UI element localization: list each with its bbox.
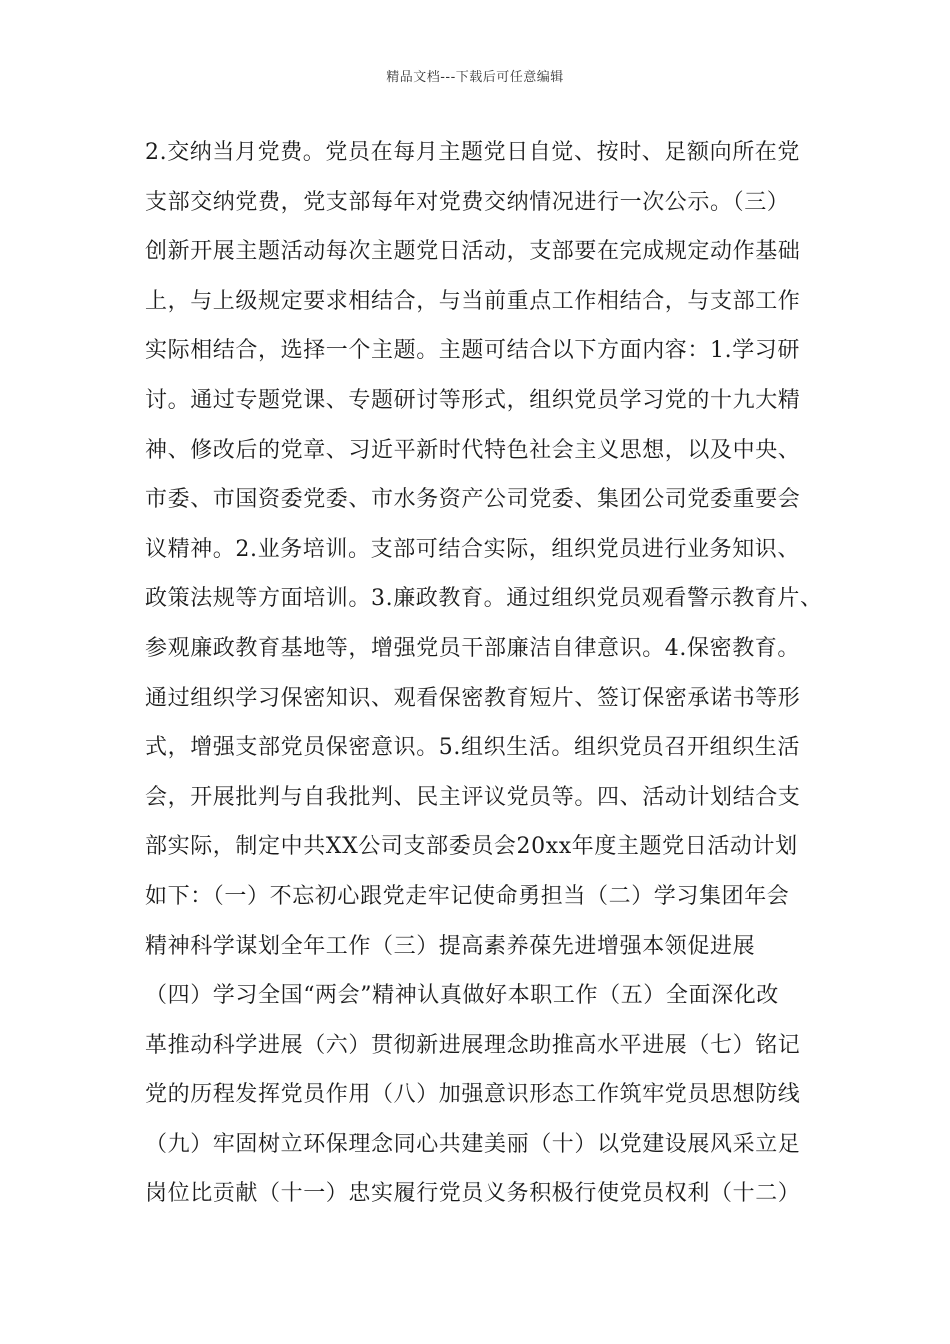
text-line: 神、修改后的党章、习近平新时代特色社会主义思想，以及中央、: [145, 437, 801, 463]
text-line: 讨。通过专题党课、专题研讨等形式，组织党员学习党的十九大精: [145, 387, 801, 413]
text-line: 上，与上级规定要求相结合，与当前重点工作相结合，与支部工作: [145, 288, 801, 314]
text-line: 实际相结合，选择一个主题。主题可结合以下方面内容：1.学习研: [145, 338, 800, 364]
text-line: 市委、市国资委党委、市水务资产公司党委、集团公司党委重要会: [145, 487, 801, 513]
text-line: 如下：（一）不忘初心跟党走牢记使命勇担当（二）学习集团年会: [145, 883, 790, 909]
text-line: 革推动科学进展（六）贯彻新进展理念助推高水平进展（七）铭记: [145, 1032, 801, 1058]
text-line: 会，开展批判与自我批判、民主评议党员等。四、活动计划结合支: [145, 784, 801, 810]
text-line: 政策法规等方面培训。3.廉政教育。通过组织党员观看警示教育片、: [145, 586, 823, 612]
text-line: 参观廉政教育基地等，增强党员干部廉洁自律意识。4.保密教育。: [145, 635, 800, 661]
text-line: 议精神。2.业务培训。支部可结合实际，组织党员进行业务知识、: [145, 536, 800, 562]
text-line: 创新开展主题活动每次主题党日活动，支部要在完成规定动作基础: [145, 239, 801, 265]
text-line: 党的历程发挥党员作用（八）加强意识形态工作筑牢党员思想防线: [145, 1082, 801, 1108]
text-line: 岗位比贡献（十一）忠实履行党员义务积极行使党员权利（十二）: [145, 1181, 801, 1207]
text-line: 式，增强支部党员保密意识。5.组织生活。组织党员召开组织生活: [145, 735, 800, 761]
document-body: [145, 128, 823, 1219]
text-line: 支部交纳党费，党支部每年对党费交纳情况进行一次公示。（三）: [145, 189, 790, 215]
text-line: 通过组织学习保密知识、观看保密教育短片、签订保密承诺书等形: [145, 685, 801, 711]
page-header: 精品文档---下载后可任意编辑: [386, 70, 564, 85]
text-line: （四）学习全国“两会”精神认真做好本职工作（五）全面深化改: [145, 983, 779, 1009]
text-line: 精神科学谋划全年工作（三）提高素养葆先进增强本领促进展: [145, 933, 756, 959]
text-line: 部实际，制定中共XX公司支部委员会20xx年度主题党日活动计划: [145, 834, 798, 860]
text-line: （九）牢固树立环保理念同心共建美丽（十）以党建设展风采立足: [145, 1131, 801, 1157]
text-line: 2.交纳当月党费。党员在每月主题党日自觉、按时、足额向所在党: [145, 140, 800, 165]
